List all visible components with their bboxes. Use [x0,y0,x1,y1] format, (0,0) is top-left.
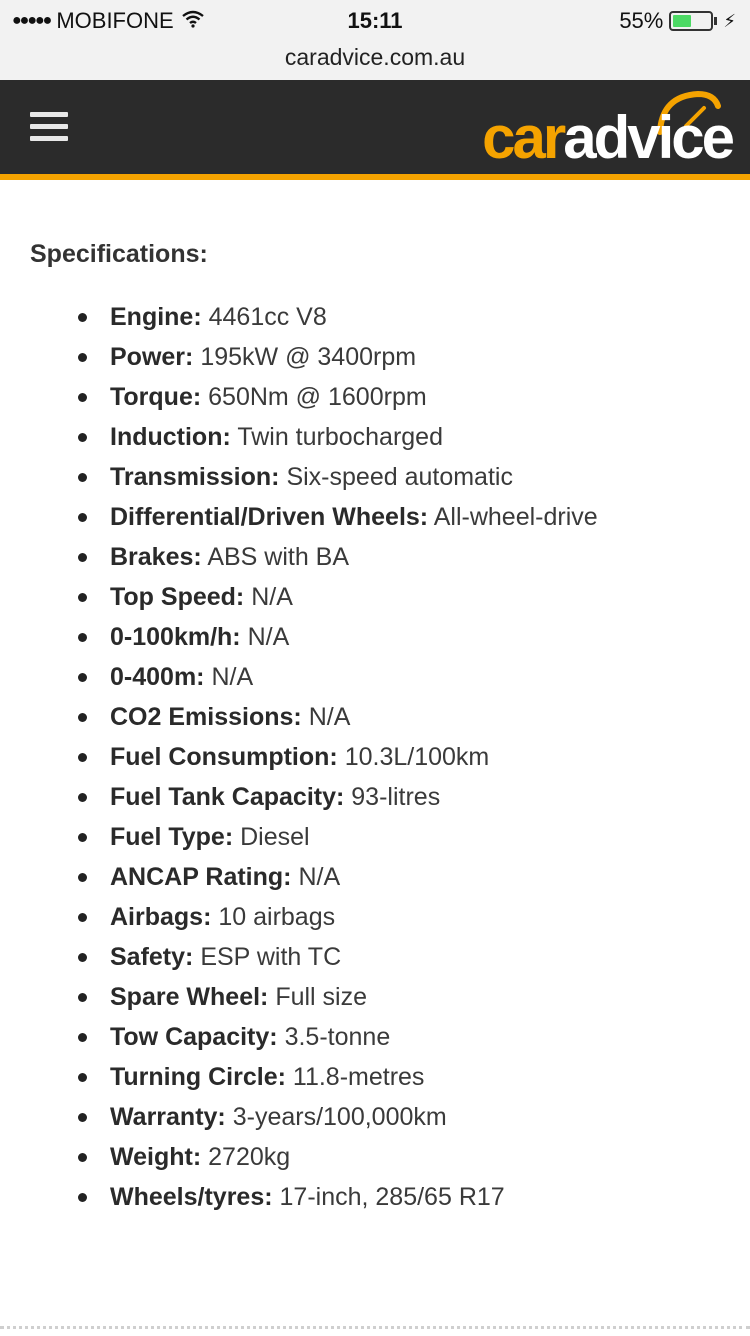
site-header [0,80,750,180]
spec-label: Airbags: [110,903,212,931]
spec-item [78,377,720,417]
spec-value: 11.8-metres [292,1063,425,1091]
spec-value: Twin turbocharged [237,423,443,451]
spec-label: ANCAP Rating: [110,863,292,891]
spec-item [78,897,720,937]
spec-item [78,1177,720,1217]
spec-label: Safety: [110,943,194,971]
address-bar[interactable] [0,44,750,80]
spec-label: Brakes: [110,543,202,571]
spec-label: Spare Wheel: [110,983,269,1011]
spec-item [78,977,720,1017]
spec-item [78,857,720,897]
spec-label: Warranty: [110,1103,226,1131]
spec-value: 650Nm @ 1600rpm [208,383,427,411]
spec-value: ESP with TC [200,943,342,971]
logo-advice-text: advice [563,104,732,171]
spec-label: Turning Circle: [110,1063,286,1091]
spec-value: All-wheel-drive [433,503,598,531]
spec-value: Full size [275,983,368,1011]
spec-label: Power: [110,343,194,371]
spec-value: N/A [251,583,293,611]
spec-item [78,337,720,377]
spec-value: N/A [298,863,341,891]
status-time: 15:11 [347,8,403,33]
spec-item [78,577,720,617]
specifications-heading: Specifications: [30,240,208,268]
spec-label: Fuel Tank Capacity: [110,783,345,811]
spec-label: Wheels/tyres: [110,1183,273,1211]
spec-label: 0-100km/h: [110,623,241,651]
spec-value: N/A [211,663,254,691]
spec-item [78,1137,720,1177]
carrier-name: MOBIFONE [56,8,174,33]
spec-value: N/A [247,623,290,651]
spec-value: 17-inch, 285/65 R17 [279,1183,505,1211]
spec-item [78,657,720,697]
specifications-list [30,297,720,1217]
spec-value: 2720kg [208,1143,291,1171]
spec-label: Top Speed: [110,583,245,611]
spec-value: Diesel [240,823,310,851]
spec-item [78,1097,720,1137]
spec-label: Torque: [110,383,202,411]
spec-value: N/A [308,703,351,731]
spec-value: 4461cc V8 [208,303,327,331]
spec-item [78,1057,720,1097]
spec-value: Six-speed automatic [286,463,513,491]
spec-label: Induction: [110,423,231,451]
spec-item [78,457,720,497]
spec-item [78,777,720,817]
spec-item [78,1017,720,1057]
logo-wordmark [482,104,732,171]
spec-label: Tow Capacity: [110,1023,278,1051]
spec-item [78,817,720,857]
spec-item [78,497,720,537]
spec-label: Engine: [110,303,202,331]
spec-item [78,737,720,777]
charging-bolt-icon: ⚡ [723,10,736,31]
spec-value: 10.3L/100km [344,743,490,771]
spec-label: Transmission: [110,463,280,491]
spec-value: ABS with BA [207,543,350,571]
spec-label: Fuel Consumption: [110,743,338,771]
url-text[interactable]: caradvice.com.au [284,44,466,70]
spec-item [78,697,720,737]
spec-item [78,297,720,337]
spec-value: 93-litres [351,783,441,811]
battery-percent: 55% [619,8,664,33]
spec-item [78,617,720,657]
battery-icon [669,11,713,31]
article-content [0,180,750,1217]
spec-label: Weight: [110,1143,202,1171]
battery-tip [714,17,717,25]
spec-item [78,417,720,457]
spec-value: 195kW @ 3400rpm [200,343,417,371]
status-bar [0,0,750,44]
footer-divider [0,1326,750,1329]
signal-strength-icon: ●●●●● [12,12,51,29]
spec-label: CO2 Emissions: [110,703,302,731]
spec-value: 10 airbags [218,903,336,931]
hamburger-menu-icon[interactable] [30,112,68,142]
spec-item [78,537,720,577]
spec-label: 0-400m: [110,663,205,691]
spec-value: 3.5-tonne [284,1023,391,1051]
spec-label: Fuel Type: [110,823,234,851]
status-right [619,8,736,34]
logo-car-text: car [482,104,564,171]
spec-label: Differential/Driven Wheels: [110,503,429,531]
caradvice-logo[interactable] [452,88,732,174]
spec-value: 3-years/100,000km [232,1103,447,1131]
spec-item [78,937,720,977]
battery-fill [673,15,691,27]
